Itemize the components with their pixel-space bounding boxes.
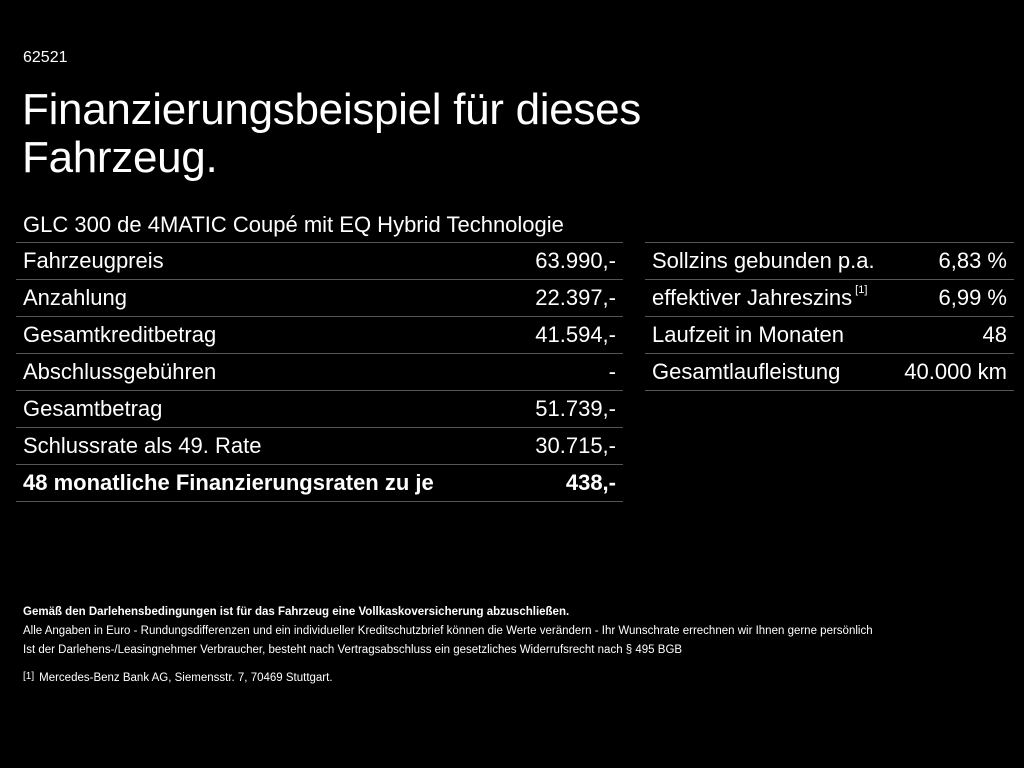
row-value: -	[518, 354, 623, 391]
row-value: 30.715,-	[518, 428, 623, 465]
table-row	[16, 317, 623, 354]
row-label: Gesamtkreditbetrag	[16, 317, 518, 354]
table-row	[16, 391, 623, 428]
footnote-text: Mercedes-Benz Bank AG, Siemensstr. 7, 70469 Stuttgart.	[39, 672, 333, 684]
vehicle-model: GLC 300 de 4MATIC Coupé mit EQ Hybrid Technologie	[23, 212, 564, 237]
footnote	[23, 669, 333, 688]
table-row	[645, 354, 1014, 391]
monthly-rate-row	[16, 465, 623, 502]
footnote-marker: [1]	[855, 284, 868, 296]
row-label: Anzahlung	[16, 280, 518, 317]
row-label: Abschlussgebühren	[16, 354, 518, 391]
row-value: 22.397,-	[518, 280, 623, 317]
row-value: 63.990,-	[518, 243, 623, 280]
row-value: 51.739,-	[518, 391, 623, 428]
row-value: 48	[895, 317, 1014, 354]
revocation-note: Ist der Darlehens-/Leasingnehmer Verbraucher, besteht nach Vertragsabschluss ein gesetzliches Widerrufsrecht nach § 495 BGB	[23, 644, 683, 656]
insurance-note: Gemäß den Darlehensbedingungen ist für das Fahrzeug eine Vollkaskoversicherung abzuschließen.	[23, 606, 570, 618]
listing-code: 62521	[23, 49, 68, 66]
row-label	[645, 280, 895, 317]
table-row	[645, 243, 1014, 280]
terms-table	[645, 242, 1014, 391]
row-value: 40.000 km	[895, 354, 1014, 391]
footnote-mark: [1]	[23, 671, 35, 682]
legal-notes	[23, 603, 1003, 660]
row-label: Schlussrate als 49. Rate	[16, 428, 518, 465]
financing-table	[16, 242, 623, 502]
table-row	[645, 280, 1014, 317]
table-row	[645, 317, 1014, 354]
row-label: Laufzeit in Monaten	[645, 317, 895, 354]
row-label: Fahrzeugpreis	[16, 243, 518, 280]
row-label: Sollzins gebunden p.a.	[645, 243, 895, 280]
effective-rate-label: effektiver Jahreszins	[652, 285, 853, 310]
row-label: Gesamtbetrag	[16, 391, 518, 428]
table-row	[16, 243, 623, 280]
monthly-rate-label: 48 monatliche Finanzierungsraten zu je	[16, 465, 518, 502]
page-title: Finanzierungsbeispiel für dieses Fahrzeug.	[22, 85, 641, 182]
table-row	[16, 428, 623, 465]
table-row	[16, 354, 623, 391]
table-row	[16, 280, 623, 317]
row-value: 6,99 %	[895, 280, 1014, 317]
row-label: Gesamtlaufleistung	[645, 354, 895, 391]
monthly-rate-value: 438,-	[518, 465, 623, 502]
euro-note: Alle Angaben in Euro - Rundungsdifferenzen und ein individueller Kreditschutzbrief können die Werte verändern - Ihr Wunschrate errechnen wir Ihnen gerne persönlich	[23, 625, 873, 637]
row-value: 6,83 %	[895, 243, 1014, 280]
row-value: 41.594,-	[518, 317, 623, 354]
